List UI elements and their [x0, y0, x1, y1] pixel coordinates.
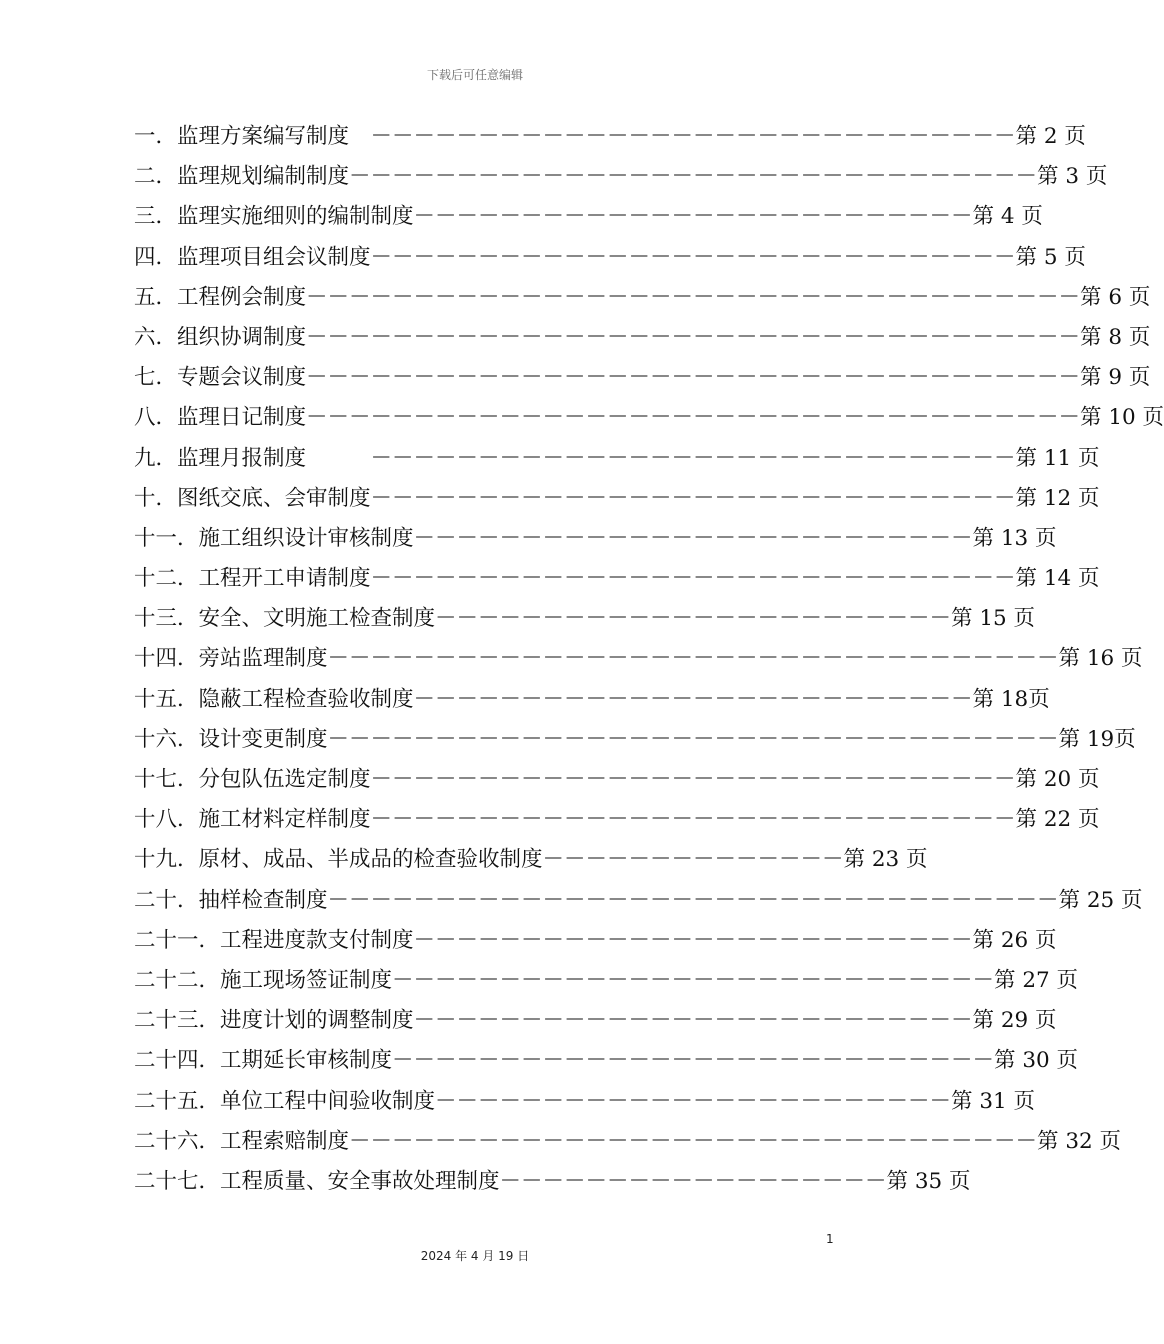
toc-entry[interactable]: 四．监理项目组会议制度－－－－－－－－－－－－－－－－－－－－－－－－－－－－－－第 5 页 [134, 244, 1086, 270]
toc-entry[interactable]: 十八．施工材料定样制度－－－－－－－－－－－－－－－－－－－－－－－－－－－－－－第 22 页 [134, 807, 1100, 833]
toc-entry[interactable]: 二十六．工程索赔制度－－－－－－－－－－－－－－－－－－－－－－－－－－－－－－－－第 32 页 [134, 1128, 1122, 1154]
page-header: 下载后可任意编辑 [426, 68, 523, 82]
toc-entry[interactable]: 一．监理方案编写制度 －－－－－－－－－－－－－－－－－－－－－－－－－－－－－－第 2 页 [134, 124, 1086, 149]
page-number: 1 [826, 1232, 834, 1246]
toc-entry[interactable]: 二十二．施工现场签证制度－－－－－－－－－－－－－－－－－－－－－－－－－－－－第 27 页 [134, 967, 1079, 993]
toc-entry[interactable]: 二．监理规划编制制度－－－－－－－－－－－－－－－－－－－－－－－－－－－－－－－－第 3 页 [134, 164, 1108, 190]
toc-entry[interactable]: 二十三．进度计划的调整制度－－－－－－－－－－－－－－－－－－－－－－－－－－第 29 页 [134, 1008, 1057, 1034]
toc-entry[interactable]: 十三．安全、文明施工检查制度－－－－－－－－－－－－－－－－－－－－－－－－第 15 页 [134, 606, 1036, 632]
toc-entry[interactable]: 十一．施工组织设计审核制度－－－－－－－－－－－－－－－－－－－－－－－－－－第 13 页 [134, 525, 1057, 551]
toc-entry[interactable]: 三．监理实施细则的编制制度－－－－－－－－－－－－－－－－－－－－－－－－－－第 4 页 [134, 204, 1043, 230]
toc-entry[interactable]: 十六．设计变更制度－－－－－－－－－－－－－－－－－－－－－－－－－－－－－－－－－－第 19页 [134, 726, 1136, 752]
toc-entry[interactable]: 八．监理日记制度－－－－－－－－－－－－－－－－－－－－－－－－－－－－－－－－－－－－第 10 页 [134, 405, 1164, 431]
toc-entry[interactable]: 九．监理月报制度 －－－－－－－－－－－－－－－－－－－－－－－－－－－－－－第 11 页 [134, 445, 1100, 471]
toc-entry[interactable]: 六．组织协调制度－－－－－－－－－－－－－－－－－－－－－－－－－－－－－－－－－－－－第 8 页 [134, 324, 1151, 350]
toc-entry[interactable]: 七．专题会议制度－－－－－－－－－－－－－－－－－－－－－－－－－－－－－－－－－－－－第 9 页 [134, 365, 1151, 391]
toc-entry[interactable]: 二十七．工程质量、安全事故处理制度－－－－－－－－－－－－－－－－－－第 35 页 [134, 1168, 971, 1194]
toc-entry[interactable]: 二十五．单位工程中间验收制度－－－－－－－－－－－－－－－－－－－－－－－－第 31 页 [134, 1088, 1036, 1114]
toc-entry[interactable]: 十七．分包队伍选定制度－－－－－－－－－－－－－－－－－－－－－－－－－－－－－－第 20 页 [134, 767, 1100, 792]
toc-entry[interactable]: 十．图纸交底、会审制度－－－－－－－－－－－－－－－－－－－－－－－－－－－－－－第 12 页 [134, 485, 1100, 511]
toc-entry[interactable]: 二十四．工期延长审核制度－－－－－－－－－－－－－－－－－－－－－－－－－－－－第 30 页 [134, 1048, 1079, 1074]
toc-entry[interactable]: 五．工程例会制度－－－－－－－－－－－－－－－－－－－－－－－－－－－－－－－－－－－－第 6 页 [134, 284, 1151, 310]
toc-entry[interactable]: 二十．抽样检查制度－－－－－－－－－－－－－－－－－－－－－－－－－－－－－－－－－－第 25 页 [134, 887, 1143, 913]
table-of-contents [134, 117, 1164, 1202]
toc-entry[interactable]: 十二．工程开工申请制度－－－－－－－－－－－－－－－－－－－－－－－－－－－－－－第 14 页 [134, 566, 1100, 592]
toc-entry[interactable]: 十五．隐蔽工程检查验收制度－－－－－－－－－－－－－－－－－－－－－－－－－－第 18页 [134, 686, 1050, 712]
toc-entry[interactable]: 十四．旁站监理制度－－－－－－－－－－－－－－－－－－－－－－－－－－－－－－－－－－第 16 页 [134, 646, 1143, 672]
toc-entry[interactable]: 二十一．工程进度款支付制度－－－－－－－－－－－－－－－－－－－－－－－－－－第 26 页 [134, 927, 1057, 953]
page-footer-date: 2024 年 4 月 19 日 [420, 1249, 530, 1263]
toc-entry[interactable]: 十九．原材、成品、半成品的检查验收制度－－－－－－－－－－－－－－第 23 页 [134, 847, 928, 873]
